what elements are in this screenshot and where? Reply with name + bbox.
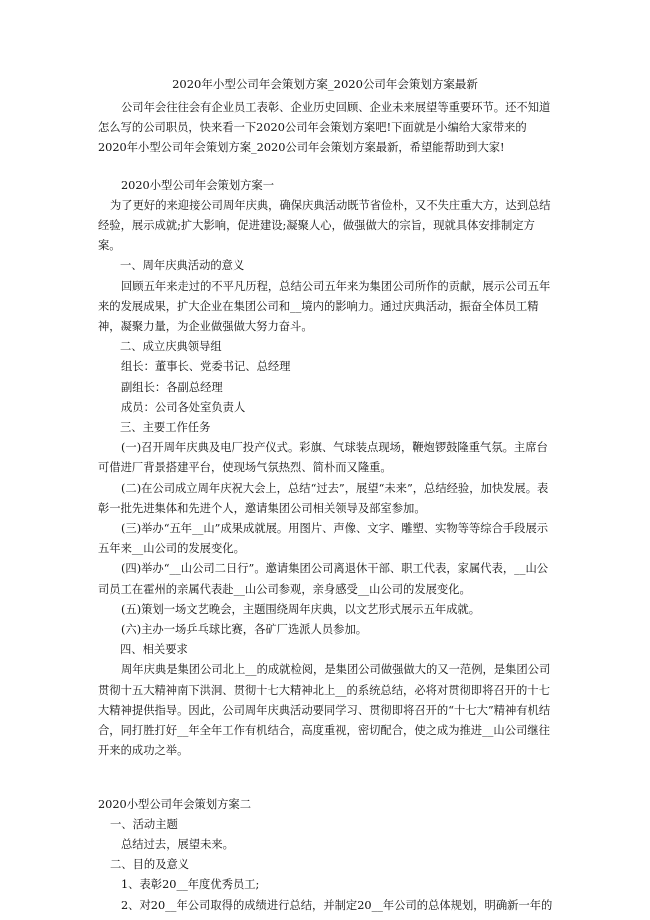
plan1-title: 2020小型公司年会策划方案一 — [121, 178, 275, 192]
plan1-section3-item6: (六)主办一场乒乓球比赛，各矿厂选派人员参加。 — [121, 623, 368, 637]
plan1-section1-body: 回顾五年来走过的不平凡历程，总结公司五年来为集团公司所作的贡献，展示公司五年来的发展成果，扩大企业在集团公司和__境内的影响力。通过庆典活动，振奋全体员工精神，凝聚力量，为企业做强做大努力奋斗。 — [98, 279, 551, 334]
plan2-section1-title: 一、活动主题 — [110, 817, 178, 831]
plan1-section2-title: 二、成立庆典领导组 — [120, 340, 222, 354]
plan1-section3-item1: (一)召开周年庆典及电厂投产仪式。彩旗、气球装点现场，鞭炮锣鼓隆重气氛。主席台可借进厂背景搭建平台，使现场气氛热烈、简朴而又隆重。 — [98, 441, 548, 475]
plan2-item1: 1、表彰20__年度优秀员工; — [121, 878, 260, 892]
plan2-item2: 2、对20__年公司取得的成绩进行总结，并制定20__年公司的总体规划，明确新一年的 — [121, 898, 553, 912]
document-body — [98, 98, 554, 916]
document-title: 2020年小型公司年会策划方案_2020公司年会策划方案最新 — [172, 77, 478, 91]
intro-paragraph: 公司年会往往会有企业员工表彰、企业历史回顾、企业未来展望等重要环节。还不知道怎么写的公司职员，快来看一下2020公司年会策划方案吧!下面就是小编给大家带来的2020年小型公司年会策划方案_2020公司年会策划方案最新，希望能帮助到大家! — [98, 101, 551, 155]
plan1-section3-item2: (二)在公司成立周年庆祝大会上，总结“过去”，展望“未来”，总结经验，加快发展。表彰一批先进集体和先进个人，邀请集团公司相关领导及部室参加。 — [98, 481, 549, 515]
plan1-section3-title: 三、主要工作任务 — [120, 421, 211, 435]
plan1-section2-deputy: 副组长：各副总经理 — [121, 380, 223, 394]
plan1-section2-members: 成员：公司各处室负责人 — [121, 400, 246, 414]
spacer — [98, 762, 554, 795]
plan1-section2-leader: 组长：董事长、党委书记、总经理 — [121, 360, 291, 374]
plan1-section3-item4: (四)举办“__山公司二日行”。邀请集团公司离退休干部、职工代表，家属代表，__山公司员工在霍州的亲属代表赴__山公司参观，亲身感受__山公司的发展变化。 — [98, 562, 549, 596]
spacer — [98, 159, 554, 176]
plan1-section3-item3: (三)举办“五年__山”成果成就展。用图片、声像、文字、雕塑、实物等等综合手段展示五年来__山公司的发展变化。 — [98, 522, 549, 556]
plan2-title: 2020小型公司年会策划方案二 — [98, 797, 252, 811]
plan2-section1-body: 总结过去，展望未来。 — [121, 837, 234, 851]
plan1-section4-title: 四、相关要求 — [120, 643, 188, 657]
plan1-section3-item5: (五)策划一场文艺晚会，主题围绕周年庆典，以文艺形式展示五年成就。 — [121, 602, 481, 616]
plan1-section4-body: 周年庆典是集团公司北上__的成就检阅，是集团公司做强做大的又一范例，是集团公司贯彻十五大精神南下洪洞、贯彻十七大精神北上__的系统总结，必将对贯彻即将召开的十七大精神提供指导。因此，公司周年庆典活动要同学习、贯彻即将召开的“十七大”精神有机结合，同打胜打好__年全年工作有机结合，高度重视，密切配合，使之成为推进__山公司继往开来的成功之举。 — [98, 663, 551, 758]
plan1-opening: 为了更好的来迎接公司周年庆典，确保庆典活动既节省俭朴，又不失庄重大方，达到总结经验，展示成就;扩大影响，促进建设;凝聚人心，做强做大的宗旨，现就具体安排制定方案。 — [98, 198, 551, 253]
plan1-section1-title: 一、周年庆典活动的意义 — [120, 259, 245, 273]
plan2-section2-title: 二、目的及意义 — [110, 858, 190, 872]
